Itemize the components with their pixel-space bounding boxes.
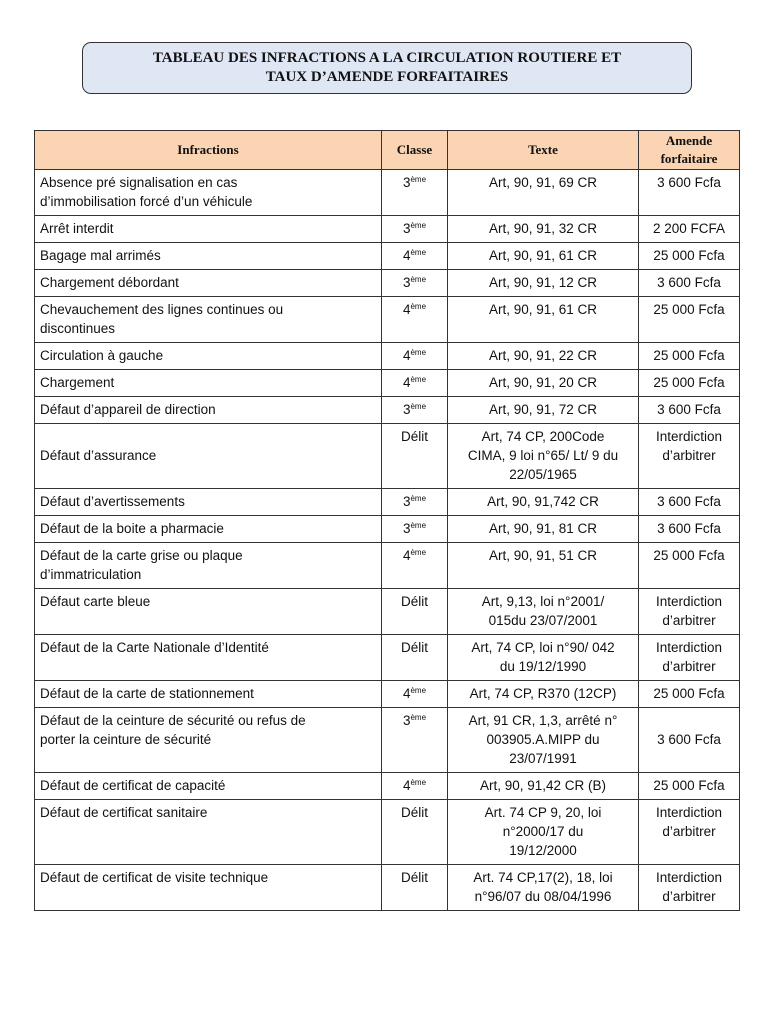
header-texte: Texte [448,131,639,170]
infraction-line: Circulation à gauche [40,348,164,363]
infraction-cell [35,397,382,424]
infraction-line: Défaut de la carte grise ou plaque [40,548,243,563]
texte-cell [448,635,639,681]
amende-cell [639,370,740,397]
header-infractions: Infractions [35,131,382,170]
amende-cell [639,397,740,424]
texte-line: Art, 90, 91, 32 CR [488,221,598,236]
amende-cell [639,516,740,543]
infraction-line: Chargement débordant [40,275,179,290]
texte-line: 22/05/1965 [509,467,577,482]
amende-line: d’arbitrer [662,659,716,674]
texte-cell [448,865,639,911]
infraction-line: Défaut de certificat sanitaire [40,805,208,820]
texte-line: Art, 90, 91, 72 CR [488,402,598,417]
amende-cell [639,243,740,270]
infraction-line: Défaut de la carte de stationnement [40,686,254,701]
classe-cell [382,635,448,681]
table-row [35,589,740,635]
texte-line: n°2000/17 du [502,824,584,839]
classe-suffix: ème [410,548,427,557]
header-amende-line-1: Amende [665,133,713,148]
texte-line: Art, 90, 91, 61 CR [488,248,598,263]
amende-line: 3 600 Fcfa [657,494,721,509]
infraction-line: Défaut carte bleue [40,594,151,609]
amende-line: 3 600 Fcfa [657,402,721,417]
amende-cell [639,635,740,681]
infraction-cell [35,216,382,243]
amende-cell [639,297,740,343]
texte-line: Art, 90, 91, 20 CR [488,375,598,390]
classe-suffix: ème [410,275,427,284]
table-row [35,635,740,681]
texte-cell [448,708,639,773]
amende-cell [639,773,740,800]
classe-suffix: ème [410,713,427,722]
amende-line: 3 600 Fcfa [657,275,721,290]
infraction-cell [35,589,382,635]
infraction-line: d’immatriculation [40,567,142,582]
texte-line: Art. 74 CP 9, 20, loi [484,805,602,820]
classe-suffix: ème [410,221,427,230]
amende-line: 25 000 Fcfa [653,686,725,701]
classe-suffix: ème [410,348,427,357]
infraction-line: Défaut d’avertissements [40,494,185,509]
classe-cell [382,865,448,911]
classe-cell [382,424,448,489]
amende-line: 25 000 Fcfa [653,248,725,263]
infraction-cell [35,343,382,370]
texte-line: 19/12/2000 [509,843,577,858]
amende-line: 25 000 Fcfa [653,375,725,390]
infraction-cell [35,800,382,865]
amende-cell [639,170,740,216]
classe-suffix: ème [410,375,427,384]
texte-cell [448,516,639,543]
table-row [35,800,740,865]
amende-line: 25 000 Fcfa [653,302,725,317]
header-amende [639,131,740,170]
texte-line: 23/07/1991 [509,751,577,766]
classe-value: 3 [402,521,411,536]
table-row [35,773,740,800]
amende-line: Interdiction [655,805,723,820]
infraction-line: Défaut d’appareil de direction [40,402,216,417]
classe-cell [382,773,448,800]
amende-line: 3 600 Fcfa [657,175,721,190]
infraction-cell [35,708,382,773]
amende-line: d’arbitrer [662,613,716,628]
table-row [35,297,740,343]
texte-line: Art, 90, 91, 69 CR [488,175,598,190]
texte-line: Art, 74 CP, R370 (12CP) [469,686,617,701]
infraction-cell [35,681,382,708]
texte-cell [448,216,639,243]
infraction-line: d’immobilisation forcé d’un véhicule [40,194,253,209]
amende-cell [639,681,740,708]
table-row [35,489,740,516]
table-row [35,343,740,370]
classe-value: Délit [400,805,428,820]
amende-line: Interdiction [655,594,723,609]
table-row [35,216,740,243]
texte-line: Art, 9,13, loi n°2001/ [481,594,605,609]
amende-line: 25 000 Fcfa [653,548,725,563]
classe-value: 4 [402,348,411,363]
amende-line: 3 600 Fcfa [657,521,721,536]
infraction-line: Chevauchement des lignes continues ou [40,302,284,317]
infractions-table [34,130,740,911]
texte-cell [448,370,639,397]
classe-value: Délit [400,594,428,609]
texte-line: 003905.A.MIPP du [486,732,600,747]
classe-cell [382,489,448,516]
texte-line: Art, 90, 91,742 CR [487,494,599,509]
texte-cell [448,489,639,516]
classe-suffix: ème [410,302,427,311]
texte-cell [448,297,639,343]
amende-cell [639,216,740,243]
classe-cell [382,681,448,708]
classe-cell [382,270,448,297]
classe-value: 4 [402,686,411,701]
classe-suffix: ème [410,402,427,411]
table-row [35,370,740,397]
title-line-2: TAUX D’AMENDE FORFAITAIRES [265,69,509,85]
texte-line: Art, 90, 91, 22 CR [488,348,598,363]
infraction-cell [35,270,382,297]
infraction-line: Défaut de la Carte Nationale d’Identité [40,640,269,655]
amende-line: 25 000 Fcfa [653,348,725,363]
table-row [35,424,740,489]
infraction-cell [35,424,382,489]
texte-line: n°96/07 du 08/04/1996 [474,889,612,904]
classe-suffix: ème [410,248,427,257]
texte-line: Art, 90, 91, 12 CR [488,275,598,290]
classe-cell [382,170,448,216]
classe-value: 3 [402,713,411,728]
texte-cell [448,543,639,589]
amende-line: d’arbitrer [662,824,716,839]
table-row [35,270,740,297]
texte-line: Art, 74 CP, 200Code [481,429,605,444]
amende-cell [639,800,740,865]
classe-value: 3 [402,494,411,509]
amende-cell [639,589,740,635]
infraction-cell [35,489,382,516]
classe-value: 4 [402,248,411,263]
amende-cell [639,343,740,370]
classe-suffix: ème [410,175,427,184]
table-row [35,543,740,589]
infraction-cell [35,773,382,800]
classe-value: 4 [402,302,411,317]
document-title [82,42,692,94]
classe-suffix: ème [410,686,427,695]
texte-line: Art, 90, 91,42 CR (B) [479,778,607,793]
texte-cell [448,424,639,489]
table-body [35,170,740,911]
infraction-line: Défaut d’assurance [40,448,157,463]
amende-cell [639,865,740,911]
classe-value: Délit [400,429,428,444]
texte-line: du 19/12/1990 [499,659,587,674]
texte-line: Art, 90, 91, 51 CR [488,548,598,563]
texte-line: Art, 90, 91, 81 CR [488,521,598,536]
amende-line: Interdiction [655,870,723,885]
texte-cell [448,170,639,216]
infraction-line: porter la ceinture de sécurité [40,732,212,747]
classe-cell [382,708,448,773]
infraction-line: discontinues [40,321,116,336]
infraction-line: Chargement [40,375,115,390]
classe-value: 3 [402,221,411,236]
texte-cell [448,397,639,424]
classe-value: 3 [402,402,411,417]
classe-cell [382,800,448,865]
infraction-cell [35,297,382,343]
amende-cell [639,543,740,589]
infraction-line: Arrêt interdit [40,221,114,236]
texte-line: 015du 23/07/2001 [488,613,598,628]
classe-value: Délit [400,640,428,655]
table-row [35,516,740,543]
classe-suffix: ème [410,778,427,787]
texte-line: Art. 74 CP,17(2), 18, loi [473,870,613,885]
amende-line: d’arbitrer [662,448,716,463]
table-row [35,865,740,911]
classe-value: Délit [400,870,428,885]
texte-line: CIMA, 9 loi n°65/ Lt/ 9 du [467,448,619,463]
classe-suffix: ème [410,521,427,530]
classe-cell [382,297,448,343]
classe-suffix: ème [410,494,427,503]
infraction-line: Bagage mal arrimés [40,248,161,263]
table-row [35,397,740,424]
infraction-line: Absence pré signalisation en cas [40,175,238,190]
amende-line: Interdiction [655,640,723,655]
classe-value: 4 [402,375,411,390]
classe-cell [382,397,448,424]
texte-cell [448,243,639,270]
amende-line: Interdiction [655,429,723,444]
table-row [35,170,740,216]
header-amende-line-2: forfaitaire [660,151,718,166]
classe-cell [382,370,448,397]
infraction-line: Défaut de la ceinture de sécurité ou refus de [40,713,306,728]
infraction-line: Défaut de la boite a pharmacie [40,521,224,536]
texte-line: Art, 90, 91, 61 CR [488,302,598,317]
title-line-1: TABLEAU DES INFRACTIONS A LA CIRCULATION ROUTIERE ET [152,50,622,66]
infraction-line: Défaut de certificat de visite technique [40,870,269,885]
classe-cell [382,243,448,270]
table-row [35,681,740,708]
classe-cell [382,589,448,635]
texte-cell [448,270,639,297]
classe-cell [382,543,448,589]
table-row [35,243,740,270]
classe-cell [382,516,448,543]
amende-line: 3 600 Fcfa [657,732,721,747]
texte-cell [448,773,639,800]
infraction-cell [35,516,382,543]
infraction-line: Défaut de certificat de capacité [40,778,226,793]
classe-cell [382,343,448,370]
texte-cell [448,343,639,370]
infraction-cell [35,243,382,270]
amende-cell [639,270,740,297]
amende-line: 25 000 Fcfa [653,778,725,793]
infraction-cell [35,170,382,216]
texte-cell [448,589,639,635]
header-classe: Classe [382,131,448,170]
classe-value: 4 [402,778,411,793]
texte-cell [448,800,639,865]
table-header-row [35,131,740,170]
infraction-cell [35,543,382,589]
infraction-cell [35,370,382,397]
classe-cell [382,216,448,243]
infraction-cell [35,865,382,911]
amende-cell [639,424,740,489]
texte-line: Art, 91 CR, 1,3, arrêté n° [468,713,618,728]
table-row [35,708,740,773]
amende-cell [639,708,740,773]
classe-value: 4 [402,548,411,563]
texte-line: Art, 74 CP, loi n°90/ 042 [471,640,615,655]
infraction-cell [35,635,382,681]
texte-cell [448,681,639,708]
amende-cell [639,489,740,516]
amende-line: 2 200 FCFA [652,221,726,236]
amende-line: d’arbitrer [662,889,716,904]
classe-value: 3 [402,275,411,290]
classe-value: 3 [402,175,411,190]
